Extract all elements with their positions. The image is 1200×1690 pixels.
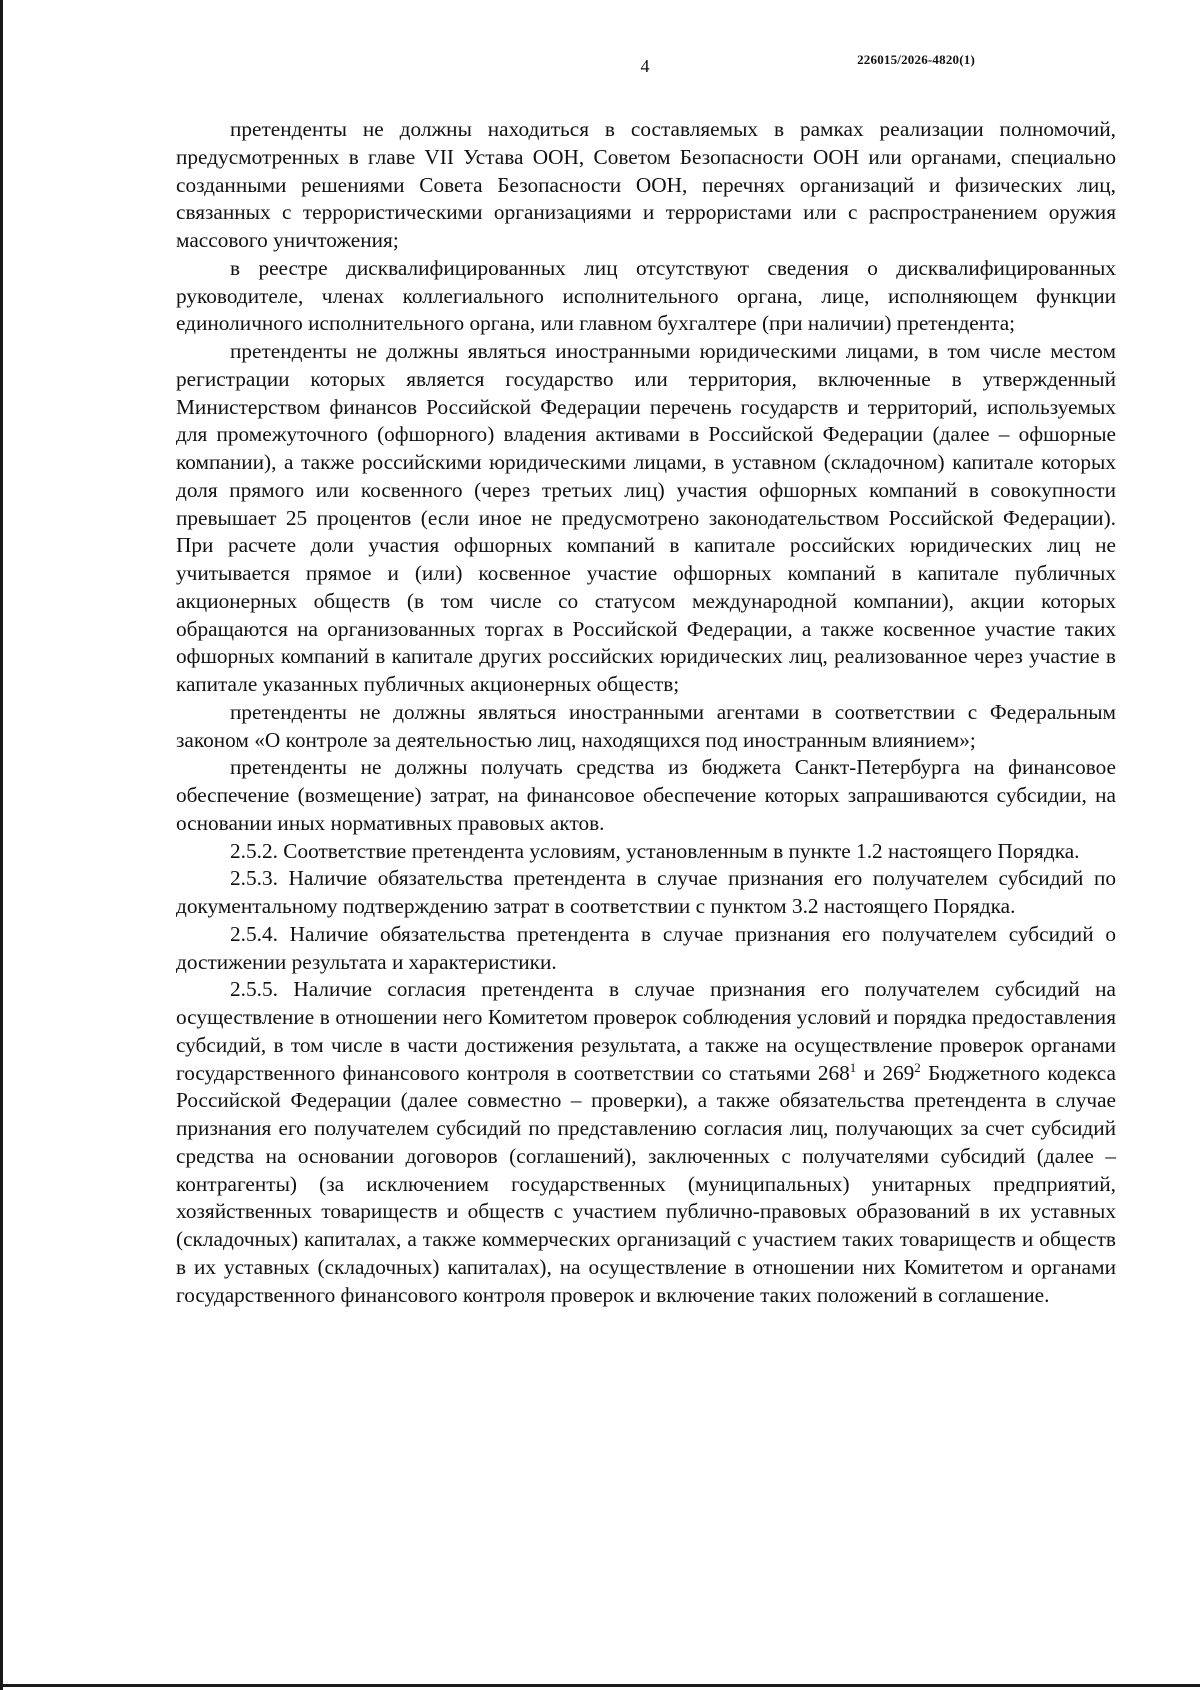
scan-border-left xyxy=(0,0,3,1690)
paragraph-2-5-5 xyxy=(176,976,1116,1309)
paragraph-2-5-5-part-3: Бюджетного кодекса Российской Федерации (далее совместно – проверки), а также обязательства претендента в случае признания его получателем субсидий по представлению согласия лиц, получающих за счет субсидий средства на основании договоров (соглашений), заключенных с получателями субсидий (далее – контрагенты) (за исключением государственных (муниципальных) унитарных предприятий, хозяйственных товариществ и обществ с участием публично-правовых образований в их уставных (складочных) капиталах, а также коммерческих организаций с участием таких товариществ и обществ в их уставных (складочных) капиталах), на осуществление в отношении них Комитетом и органами государственного финансового контроля проверок и включение таких положений в соглашение. xyxy=(176,1060,1116,1307)
paragraph-2-5-2: 2.5.2. Соответствие претендента условиям, установленным в пункте 1.2 настоящего Порядка. xyxy=(230,838,1080,863)
document-id: 226015/2026-4820(1) xyxy=(857,52,975,67)
page-number: 4 xyxy=(640,56,650,76)
paragraph-foreign-agents: претенденты не должны являться иностранными агентами в соответствии с Федеральным законом «О контроле за деятельностью лиц, находящихся под иностранным влиянием»; xyxy=(176,699,1116,752)
document-body xyxy=(176,116,1116,1309)
paragraph-budget-funds: претенденты не должны получать средства из бюджета Санкт-Петербурга на финансовое обеспечение (возмещение) затрат, на финансовое обеспечение которых запрашиваются субсидии, на основании иных нормативных правовых актов. xyxy=(176,755,1116,835)
paragraph-2-5-3: 2.5.3. Наличие обязательства претендента в случае признания его получателем субсидий по документальному подтверждению затрат в соответствии с пунктом 3.2 настоящего Порядка. xyxy=(176,866,1116,918)
paragraph-un-sanctions: претенденты не должны находиться в составляемых в рамках реализации полномочий, предусмотренных в главе VII Устава ООН, Советом Безопасности ООН или органами, специально созданными решениями Совета Безопасности ООН, перечнях организаций и физических лиц, связанных с террористическими организациями и террористами или с распространением оружия массового уничтожения; xyxy=(176,117,1116,252)
superscript-1: 1 xyxy=(849,1059,857,1075)
paragraph-disqualified-persons: в реестре дисквалифицированных лиц отсутствуют сведения о дисквалифицированных руководителе, членах коллегиального исполнительного органа, лице, исполняющем функции единоличного исполнительного органа, или главном бухгалтере (при наличии) претендента; xyxy=(176,255,1116,336)
scan-border-bottom xyxy=(0,1684,1200,1687)
paragraph-2-5-5-part-1: 2.5.5. Наличие согласия претендента в случае признания его получателем субсидий на осуществление в отношении него Комитетом проверок соблюдения условий и порядка предоставления субсидий, в том числе в части достижения результата, а также на осуществление проверок органами государственного финансового контроля в соответствии со статьями 268 xyxy=(176,977,1116,1085)
paragraph-2-5-4: 2.5.4. Наличие обязательства претендента в случае признания его получателем субсидий о достижении результата и характеристики. xyxy=(176,921,1116,974)
paragraph-offshore-companies: претенденты не должны являться иностранными юридическими лицами, в том числе местом регистрации которых является государство или территория, включенные в утвержденный Министерством финансов Российской Федерации перечень государств и территорий, используемых для промежуточного (офшорного) владения активами в Российской Федерации (далее – офшорные компании), а также российскими юридическими лицами, в уставном (складочном) капитале которых доля прямого или косвенного (через третьих лиц) участия офшорных компаний в совокупности превышает 25 процентов (если иное не предусмотрено законодательством Российской Федерации). При расчете доли участия офшорных компаний в капитале российских юридических лиц не учитывается прямое и (или) косвенное участие офшорных компаний в капитале публичных акционерных обществ (в том числе со статусом международной компании), акции которых обращаются на организованных торгах в Российской Федерации, а также косвенное участие таких офшорных компаний в капитале других российских юридических лиц, реализованное через участие в капитале указанных публичных акционерных обществ; xyxy=(176,339,1116,696)
paragraph-2-5-5-part-2: и 269 xyxy=(856,1060,915,1085)
superscript-2: 2 xyxy=(914,1059,921,1075)
